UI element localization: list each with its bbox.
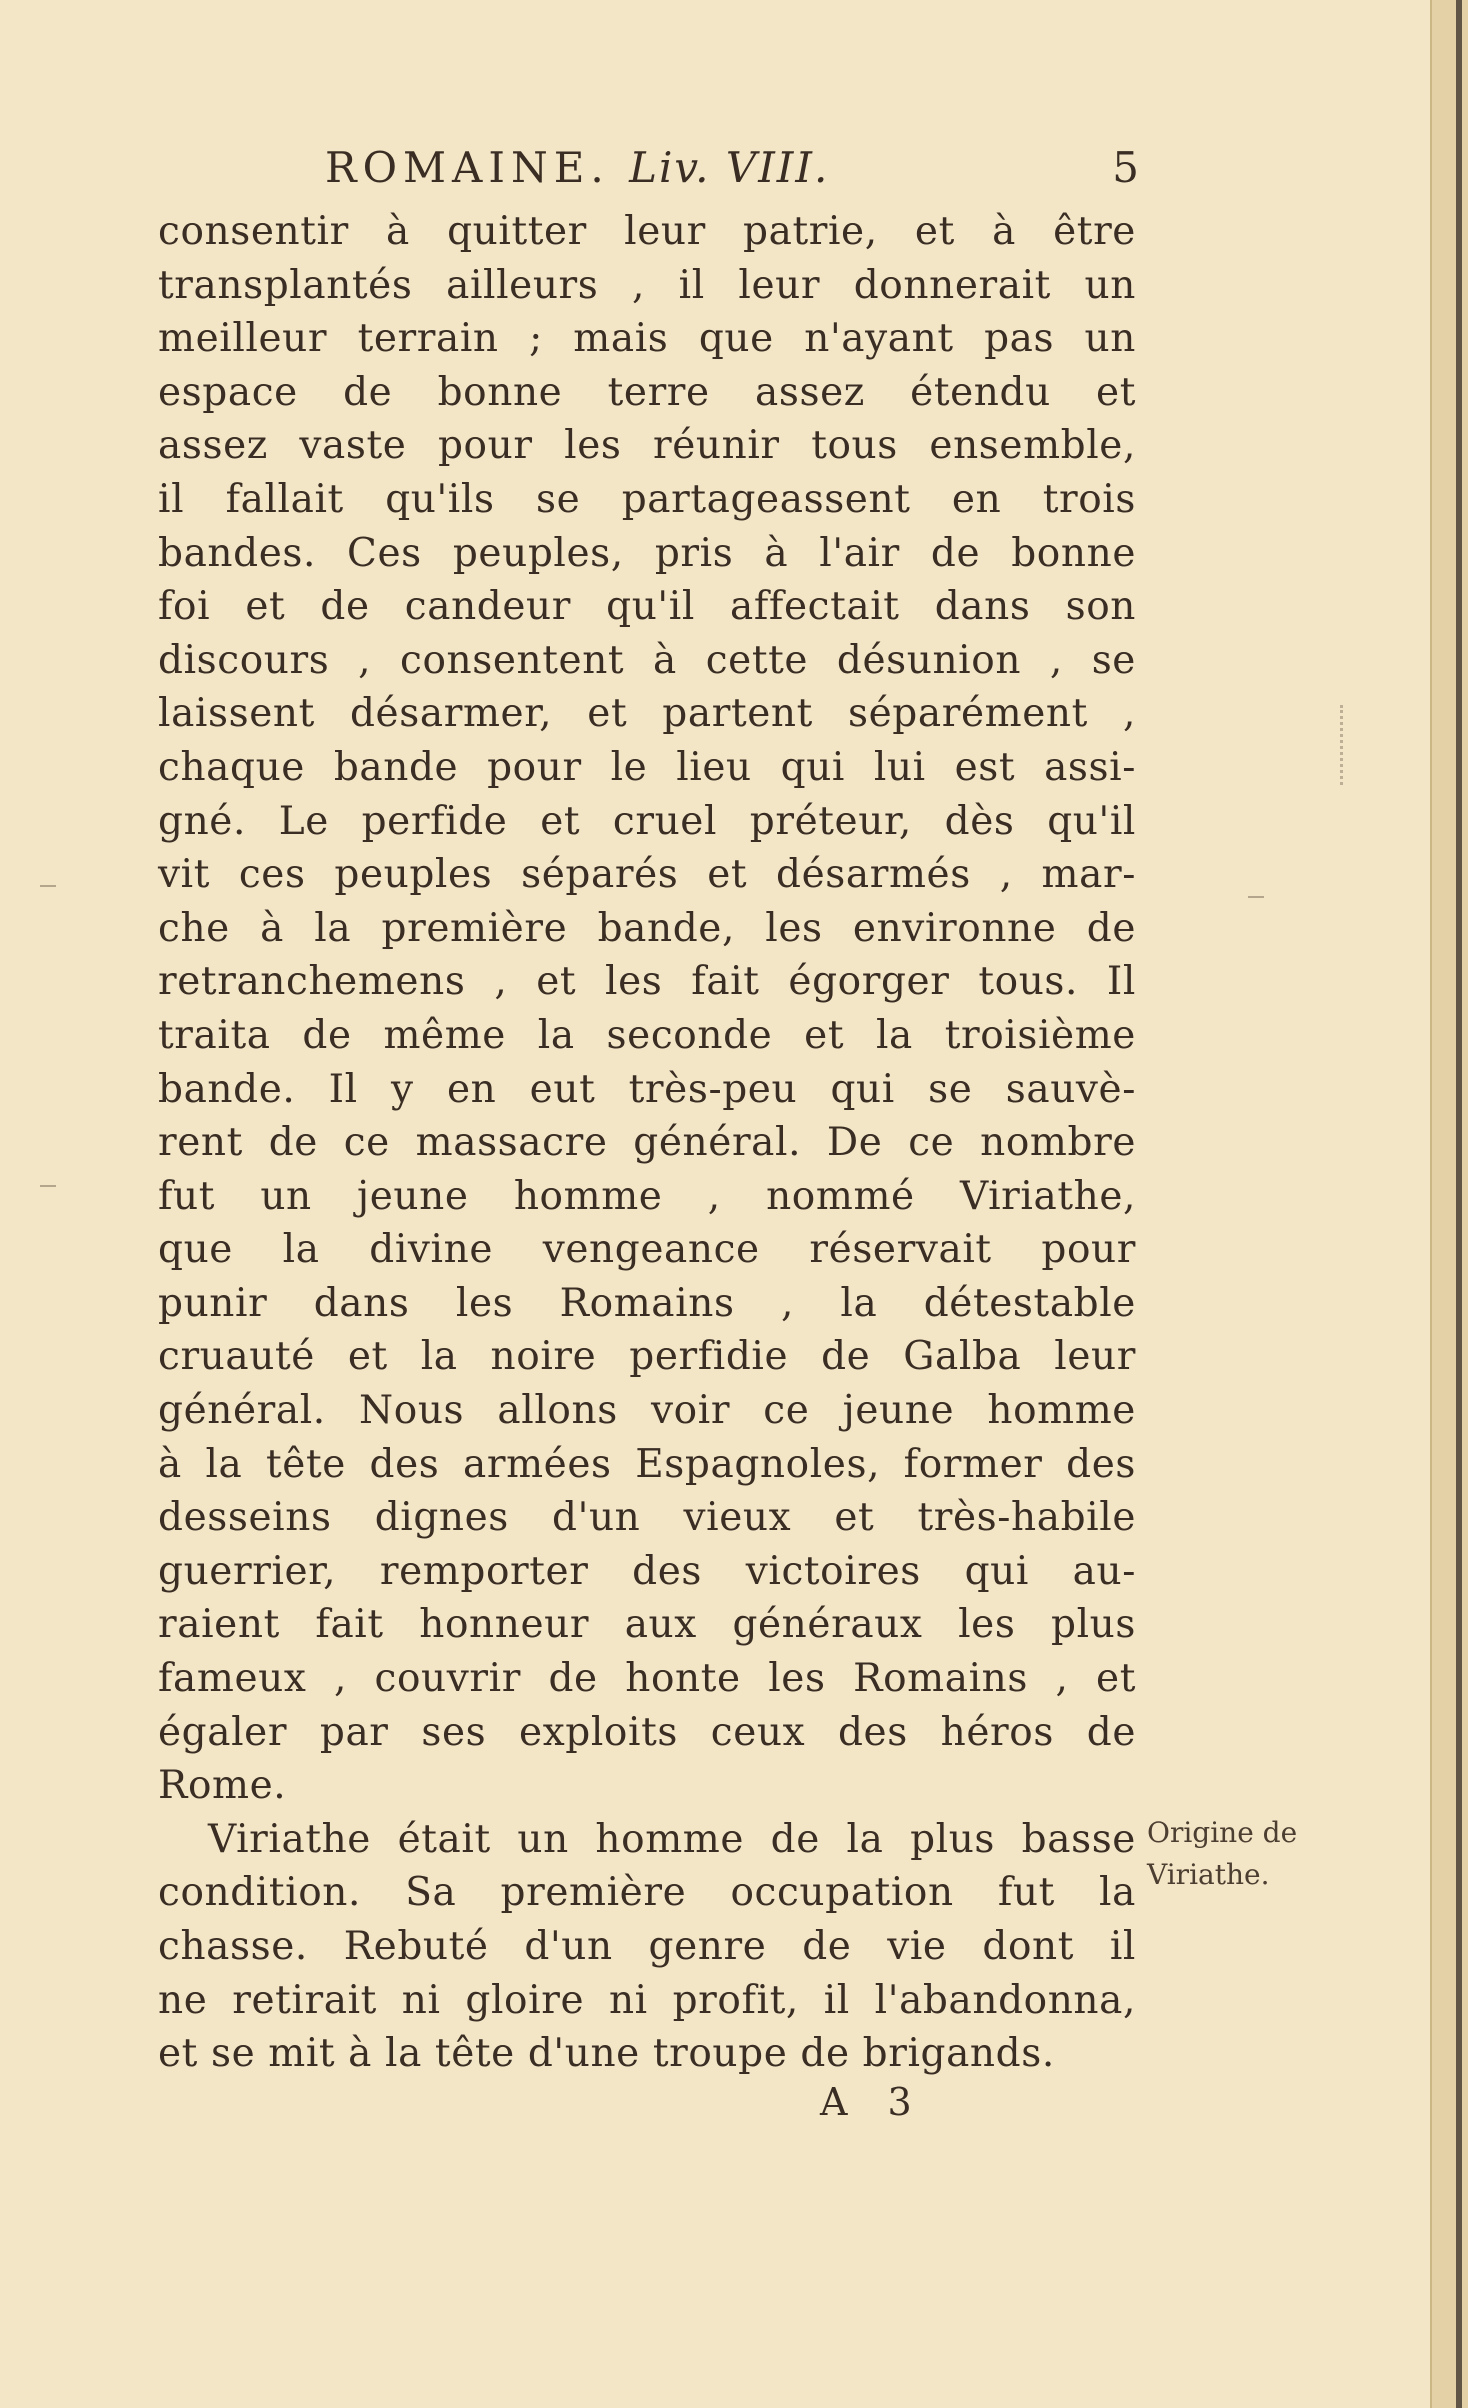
text-line: général. Nous allons voir ce jeune homme: [158, 1388, 1136, 1434]
text-line: chasse. Rebuté d'un genre de vie dont il: [158, 1924, 1136, 1969]
page-number: 5: [1112, 143, 1145, 192]
text-line: assez vaste pour les réunir tous ensemble,: [158, 423, 1136, 469]
text-line: et se mit à la tête d'une troupe de brigands.: [158, 2031, 1055, 2077]
text-line: transplantés ailleurs , il leur donnerait un: [158, 262, 1136, 308]
running-header: [325, 142, 1145, 194]
text-line: cruauté et la noire perfidie de Galba leur: [158, 1334, 1136, 1380]
running-title-text: ROMAINE.: [325, 143, 610, 192]
pencil-mark: [40, 885, 56, 887]
pencil-mark: [1248, 896, 1264, 898]
text-line: à la tête des armées Espagnoles, former des: [158, 1441, 1136, 1487]
pencil-dots-mark: [1340, 705, 1357, 785]
text-line: desseins dignes d'un vieux et très-habile: [158, 1495, 1136, 1541]
text-line: rent de ce massacre général. De ce nombre: [158, 1120, 1136, 1166]
body-text: [158, 205, 1136, 2081]
text-line: consentir à quitter leur patrie, et à être: [158, 209, 1136, 254]
text-line: fut un jeune homme , nommé Viriathe,: [158, 1173, 1136, 1219]
signature-mark: A 3: [820, 2080, 926, 2124]
running-title: [325, 142, 829, 194]
text-line: guerrier, remporter des victoires qui au-: [158, 1548, 1136, 1594]
text-line: chaque bande pour le lieu qui lui est assi-: [158, 744, 1136, 790]
text-line: discours , consentent à cette désunion , se: [158, 637, 1136, 683]
text-line: gné. Le perfide et cruel préteur, dès qu'il: [158, 798, 1136, 844]
text-line: foi et de candeur qu'il affectait dans son: [158, 584, 1136, 630]
text-line: bandes. Ces peuples, pris à l'air de bonne: [158, 530, 1136, 576]
text-line: que la divine vengeance réservait pour: [158, 1227, 1136, 1273]
pencil-mark: [40, 1185, 56, 1187]
text-line: raient fait honneur aux généraux les plus: [158, 1602, 1136, 1648]
margin-note-line: Viriathe.: [1147, 1858, 1270, 1891]
text-line: vit ces peuples séparés et désarmés , mar-: [158, 852, 1136, 898]
text-line: condition. Sa première occupation fut la: [158, 1870, 1136, 1916]
book-number: Liv. VIII.: [629, 143, 830, 192]
page-edge: [1430, 0, 1468, 2408]
text-line: il fallait qu'ils se partageassent en trois: [158, 476, 1136, 522]
text-line: ne retirait ni gloire ni profit, il l'abandonna,: [158, 1977, 1136, 2023]
text-line: Rome.: [158, 1763, 287, 1809]
binding-shadow: [1456, 0, 1462, 2408]
margin-note-line: Origine de: [1147, 1816, 1298, 1849]
margin-note: [1147, 1812, 1347, 1896]
text-line: retranchemens , et les fait égorger tous. Il: [158, 959, 1136, 1005]
text-line: fameux , couvrir de honte les Romains , et: [158, 1656, 1136, 1702]
text-line: traita de même la seconde et la troisième: [158, 1012, 1136, 1058]
text-line: espace de bonne terre assez étendu et: [158, 369, 1136, 415]
text-line: laissent désarmer, et partent séparément ,: [158, 691, 1136, 737]
text-line: meilleur terrain ; mais que n'ayant pas un: [158, 316, 1136, 362]
text-line: bande. Il y en eut très-peu qui se sauvè-: [158, 1066, 1136, 1112]
text-line: punir dans les Romains , la détestable: [158, 1280, 1136, 1326]
text-line: che à la première bande, les environne de: [158, 905, 1136, 951]
text-line: égaler par ses exploits ceux des héros de: [158, 1709, 1136, 1755]
text-line: Viriathe était un homme de la plus basse: [208, 1816, 1136, 1862]
